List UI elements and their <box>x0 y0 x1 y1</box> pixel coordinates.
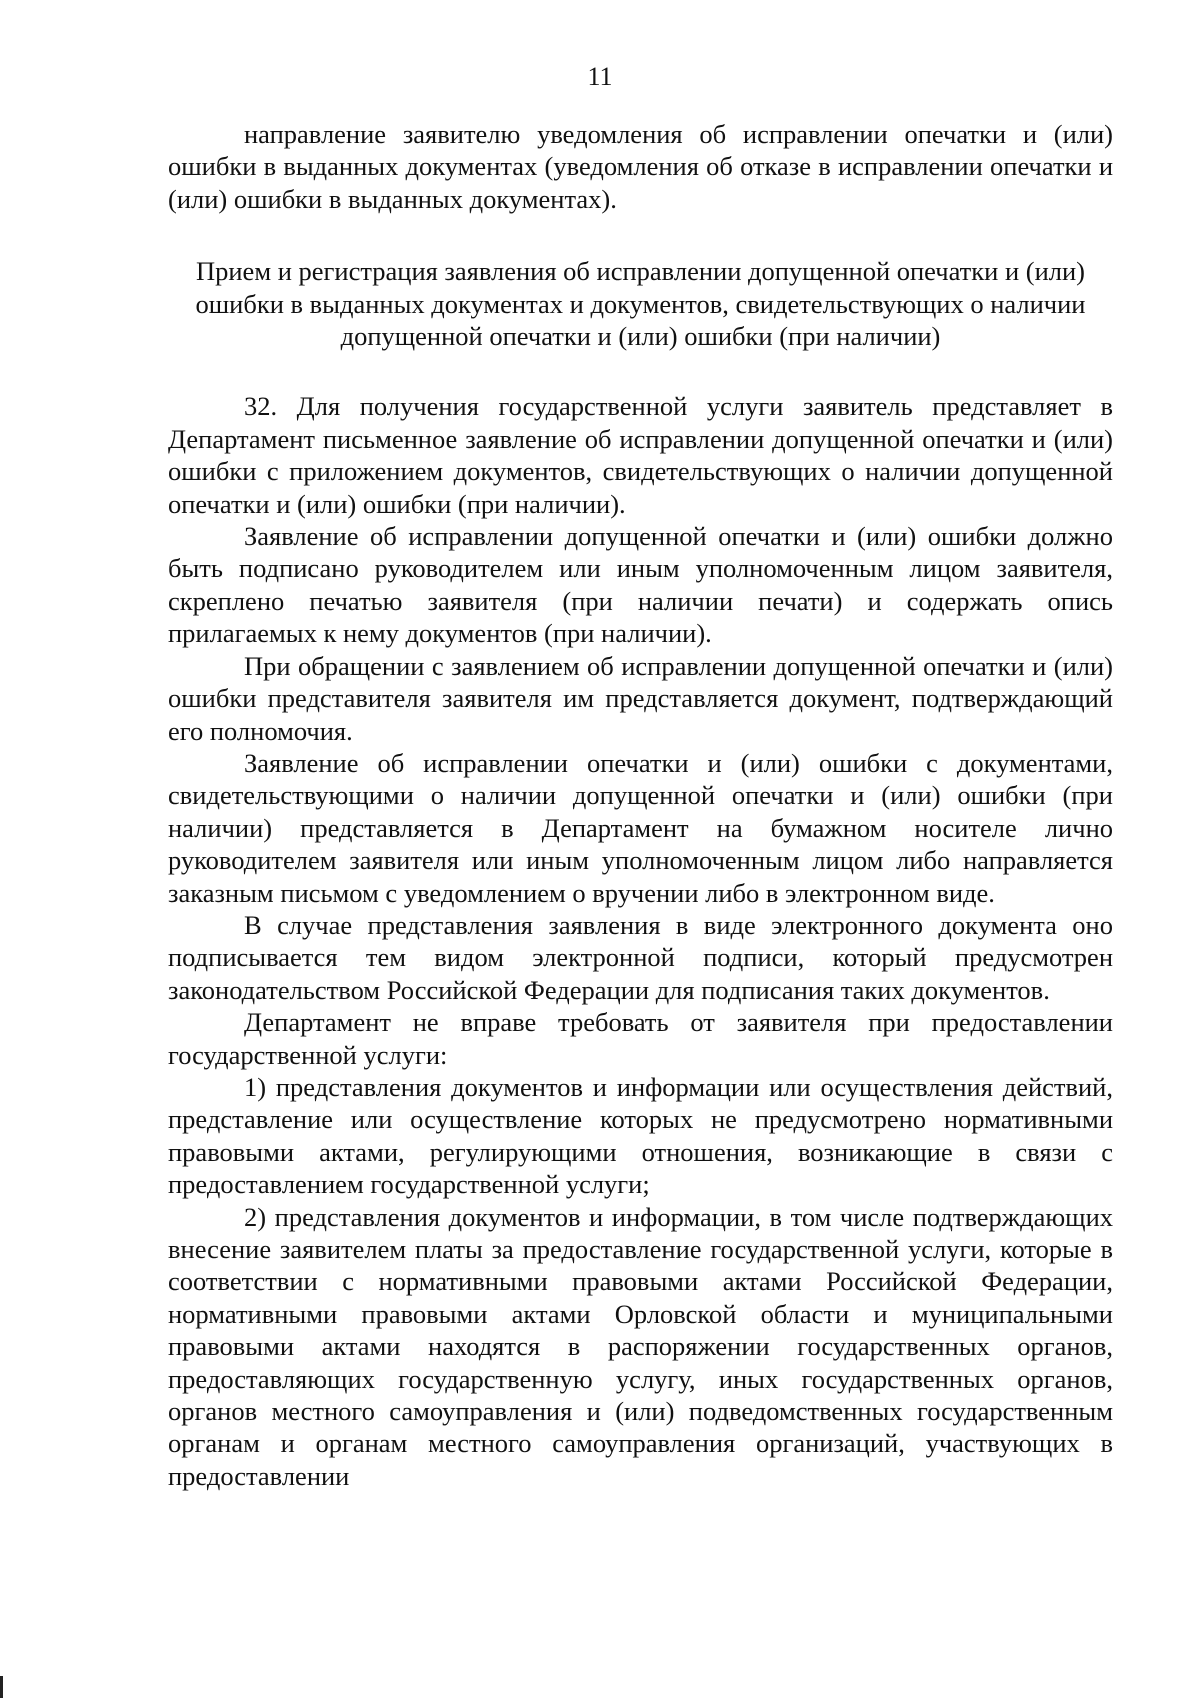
paragraph-submission-methods: Заявление об исправлении опечатки и (или) ошибки с документами, свидетельствующими о наличии допущенной опечатки и (или) ошибки (при наличии) представляется в Департамент на бумажном носителе лично руководителем заявителя или иным уполномоченным лицом либо направляется заказным письмом с уведомлением о вручении либо в электронном виде. <box>168 747 1113 908</box>
paragraph-representative: При обращении с заявлением об исправлении допущенной опечатки и (или) ошибки представителя заявителя им представляется документ, подтверждающий его полномочия. <box>168 650 1113 746</box>
page-number: 11 <box>587 62 613 91</box>
list-item-1: 1) представления документов и информации или осуществления действий, представление или осуществление которых не предусмотрено нормативными правовыми актами, регулирующими отношения, возникающие в связи с предоставлением государственной услуги; <box>168 1071 1113 1200</box>
section-heading: Прием и регистрация заявления об исправлении допущенной опечатки и (или) ошибки в выданных документах и документов, свидетельствующих о наличии допущенной опечатки и (или) ошибки (при наличии) <box>195 256 1086 352</box>
document-body <box>168 118 1113 1492</box>
paragraph-signature-requirements: Заявление об исправлении допущенной опечатки и (или) ошибки должно быть подписано руководителем или иным уполномоченным лицом заявителя, скреплено печатью заявителя (при наличии печати) и содержать опись прилагаемых к нему документов (при наличии). <box>168 521 1113 649</box>
scan-edge-mark <box>0 1676 3 1698</box>
paragraph-department-restrictions: Департамент не вправе требовать от заявителя при предоставлении государственной услуги: <box>168 1007 1113 1070</box>
list-item-2: 2) представления документов и информации, в том числе подтверждающих внесение заявителем платы за предоставление государственной услуги, которые в соответствии с нормативными правовыми актами Российской Федерации, нормативными правовыми актами Орловской области и муниципальными правовыми актами находятся в распоряжении государственных органов, предоставляющих государственную услугу, иных государственных органов, органов местного самоуправления и (или) подведомственных государственным органам и органам местного самоуправления организаций, участвующих в предоставлении <box>168 1201 1113 1491</box>
paragraph-32: 32. Для получения государственной услуги заявитель представляет в Департамент письменное заявление об исправлении допущенной опечатки и (или) ошибки с приложением документов, свидетельствующих о наличии допущенной опечатки и (или) ошибки (при наличии). <box>168 391 1113 519</box>
paragraph-electronic-signature: В случае представления заявления в виде электронного документа оно подписывается тем видом электронной подписи, который предусмотрен законодательством Российской Федерации для подписания таких документов. <box>168 909 1113 1005</box>
intro-paragraph: направление заявителю уведомления об исправлении опечатки и (или) ошибки в выданных документах (уведомления об отказе в исправлении опечатки и (или) ошибки в выданных документах). <box>168 119 1113 214</box>
